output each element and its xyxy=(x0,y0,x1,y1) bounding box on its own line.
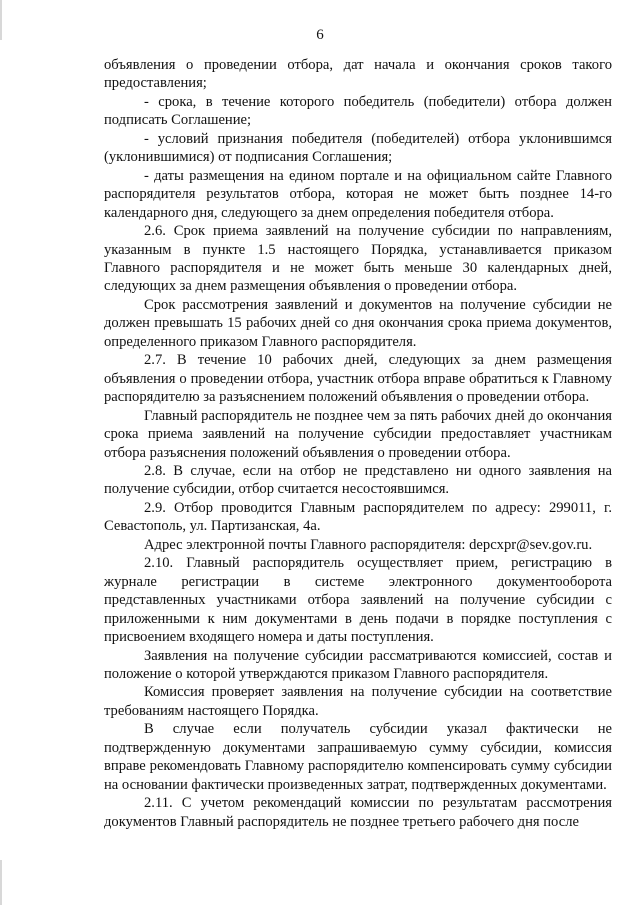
paragraph-2-9: 2.9. Отбор проводится Главным распорядителем по адресу: 299011, г. Севастополь, ул. Партизанская, 4а. xyxy=(104,499,612,535)
paragraph-signing-term: - срока, в течение которого победитель (победители) отбора должен подписать Соглашение; xyxy=(104,93,612,129)
paragraph-2-8: 2.8. В случае, если на отбор не представлено ни одного заявления на получение субсидии, отбор считается несостоявшимся. xyxy=(104,462,612,498)
paragraph-compensation: В случае если получатель субсидии указал фактически не подтвержденную документами запрашиваемую сумму субсидии, комиссия вправе рекомендовать Главному распорядителю компенсировать сумму субсидии на основании фактически произведенных затрат, подтвержденных документами. xyxy=(104,721,612,793)
page-number: 6 xyxy=(316,27,324,43)
paragraph-review-term: Срок рассмотрения заявлений и документов на получение субсидии не должен превышать 15 рабочих дней со дня окончания срока приема документов, определенного приказом Главного распорядителя. xyxy=(104,296,612,350)
paragraph-commission: Заявления на получение субсидии рассматриваются комиссией, состав и положение о которой утверждаются приказом Главного распорядителя. xyxy=(104,647,612,682)
paragraph-2-10: 2.10. Главный распорядитель осуществляет прием, регистрацию в журнале регистрации в системе электронного документооборота представленных участниками отбора заявлений на получение субсидии с приложенными к ним документами в день подачи в порядке поступления с присвоением входящего номера и даты поступления. xyxy=(104,555,612,646)
paragraph-email: Адрес электронной почты Главного распорядителя: depcxpr@sev.gov.ru. xyxy=(144,536,593,553)
paragraph-announcement-dates: объявления о проведении отбора, дат начала и окончания сроков такого предоставления; xyxy=(104,57,612,92)
paragraph-results-publication: - даты размещения на едином портале и на официальном сайте Главного распорядителя результатов отбора, которая не может быть позднее 14-го календарного дня, следующего за днем определения победителя отбора. xyxy=(104,167,612,221)
paragraph-evasion-conditions: - условий признания победителя (победителей) отбора уклонившимся (уклонившимися) от подписания Соглашения; xyxy=(104,130,612,166)
document-body xyxy=(104,56,612,831)
paragraph-commission-check: Комиссия проверяет заявления на получение субсидии на соответствие требованиям настоящего Порядка. xyxy=(104,684,612,719)
paragraph-2-11: 2.11. С учетом рекомендаций комиссии по результатам рассмотрения документов Главный распорядитель не позднее третьего рабочего дня после xyxy=(104,795,612,830)
paragraph-2-7: 2.7. В течение 10 рабочих дней, следующих за днем размещения объявления о проведении отбора, участник отбора вправе обратиться к Главному распорядителю за разъяснением положений объявления о проведении отбора. xyxy=(104,352,612,406)
paragraph-clarifications: Главный распорядитель не позднее чем за пять рабочих дней до окончания срока приема заявлений на получение субсидии предоставляет участникам отбора разъяснения положений объявления о проведении отбора. xyxy=(104,407,612,461)
scan-edge-mark xyxy=(0,0,2,905)
paragraph-2-6: 2.6. Срок приема заявлений на получение субсидии по направлениям, указанным в пункте 1.5 настоящего Порядка, устанавливается приказом Главного распорядителя и не может быть меньше 30 календарных дней, следующих за днем размещения объявления о проведении отбора. xyxy=(104,223,612,295)
